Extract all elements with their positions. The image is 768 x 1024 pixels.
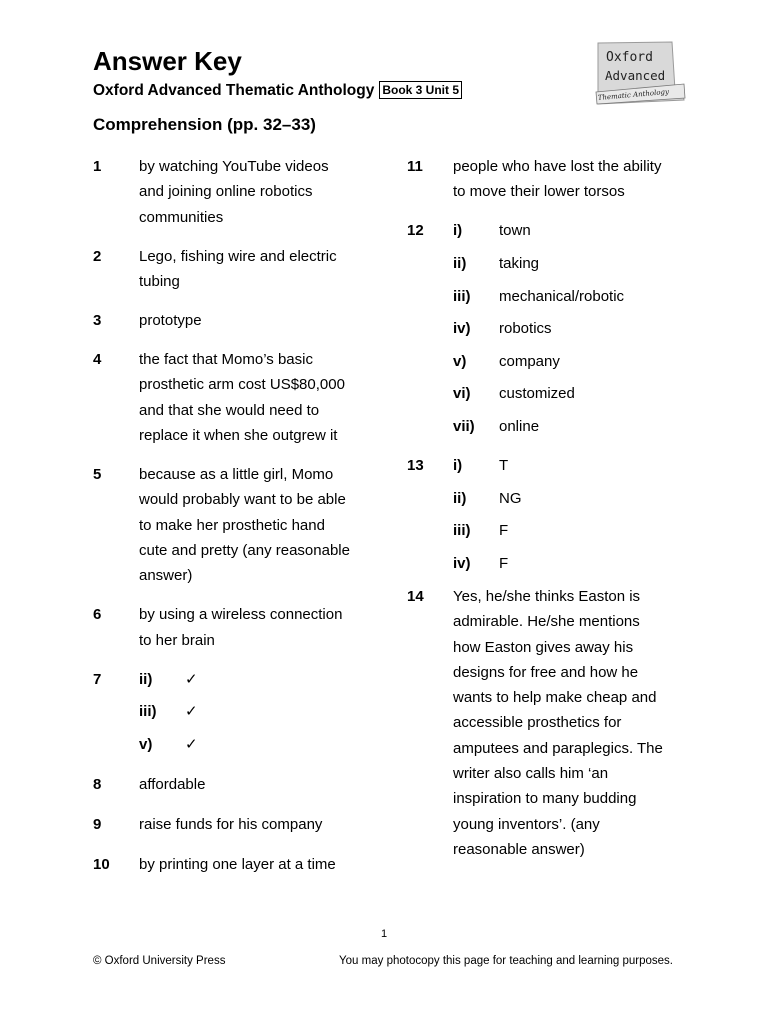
answer-line: to her brain — [139, 631, 215, 649]
answer-line: designs for free and how he — [453, 663, 639, 681]
answer-text — [453, 453, 687, 576]
sub-answer-label: vi) — [453, 385, 471, 403]
sub-answer-text: ✓ — [185, 736, 198, 754]
answer-line: replace it when she outgrew it — [139, 427, 338, 445]
answer-item — [93, 772, 373, 797]
answer-line: to move their lower torsos — [453, 183, 625, 201]
answer-text — [453, 154, 687, 205]
answer-line: to make her prosthetic hand — [139, 516, 325, 534]
answer-line: wants to help make cheap and — [453, 689, 657, 707]
sub-answer — [453, 316, 687, 341]
sub-answer-label: iii) — [453, 522, 471, 540]
sub-answer-text: robotics — [499, 320, 552, 338]
sub-answer — [453, 349, 687, 374]
answer-item — [93, 244, 373, 295]
sub-answer-text: customized — [499, 385, 575, 403]
sub-answer — [139, 667, 373, 692]
sub-answer — [453, 551, 687, 576]
answer-item — [407, 453, 687, 576]
answer-line: people who have lost the ability — [453, 158, 662, 175]
answer-line: affordable — [139, 776, 206, 793]
oxford-advanced-logo — [592, 40, 686, 106]
answer-number: 1 — [93, 158, 102, 175]
sub-answer — [453, 218, 687, 243]
subtitle — [93, 81, 462, 101]
sub-answer — [453, 381, 687, 406]
sub-answer-label: ii) — [453, 489, 467, 507]
answer-item — [407, 584, 687, 862]
answer-item — [93, 308, 373, 333]
answer-line: cute and pretty (any reasonable — [139, 542, 350, 560]
sub-answer-text: ✓ — [185, 703, 198, 721]
answer-line: prototype — [139, 312, 202, 330]
series-title: Oxford Advanced Thematic Anthology — [93, 82, 375, 99]
section-heading: Comprehension (pp. 32–33) — [93, 115, 316, 134]
sub-answer-label: ii) — [453, 254, 467, 272]
answer-text — [453, 218, 687, 439]
answer-number: 13 — [407, 457, 424, 475]
sub-answer — [453, 251, 687, 276]
answer-line: by printing one layer at a time — [139, 855, 336, 873]
answer-number: 2 — [93, 247, 102, 265]
answer-line: inspiration to many budding — [453, 790, 637, 808]
answer-line: reasonable answer) — [453, 840, 585, 858]
logo-line3: Thematic Anthology — [597, 87, 670, 102]
answer-number: 6 — [93, 606, 102, 624]
sub-answer — [453, 284, 687, 309]
sub-answer — [139, 699, 373, 724]
answer-text — [139, 772, 373, 797]
sub-answer-text: ✓ — [185, 670, 198, 688]
sub-answer — [453, 453, 687, 478]
sub-answer-label: i) — [453, 222, 463, 240]
copyright-notice: © Oxford University Press — [93, 955, 226, 967]
answer-text — [453, 584, 687, 862]
answers-left-column — [93, 154, 373, 877]
answer-item — [93, 812, 373, 837]
answer-text — [139, 602, 373, 653]
answer-item — [93, 667, 373, 757]
sub-answer — [453, 518, 687, 543]
sub-answer-text: company — [499, 352, 560, 370]
answer-line: by watching YouTube videos — [139, 158, 329, 175]
answer-item — [93, 462, 373, 588]
sub-answer-label: vii) — [453, 417, 475, 435]
answer-number: 11 — [407, 158, 423, 175]
answer-line: and joining online robotics — [139, 183, 313, 201]
sub-answer-text: online — [499, 417, 540, 435]
answer-number: 7 — [93, 670, 102, 688]
answer-line: amputees and paraplegics. The — [453, 739, 663, 757]
answer-text — [139, 462, 373, 588]
sub-answer-text: NG — [499, 489, 522, 507]
answer-number: 9 — [93, 815, 102, 833]
answer-number: 3 — [93, 312, 102, 330]
logo-line1: Oxford — [606, 50, 653, 65]
answer-text — [139, 812, 373, 837]
sub-answer-label: i) — [453, 457, 463, 475]
answer-line: accessible prosthetics for — [453, 714, 622, 732]
answer-line: the fact that Momo’s basic — [139, 351, 313, 369]
answer-number: 5 — [93, 466, 102, 484]
page-title: Answer Key — [93, 46, 242, 76]
answer-line: answer) — [139, 567, 193, 585]
photocopy-notice: You may photocopy this page for teaching and learning purposes. — [339, 955, 673, 967]
answer-text — [139, 244, 373, 295]
answer-text — [139, 154, 373, 230]
answer-line: young inventors’. (any — [453, 815, 600, 833]
answer-line: would probably want to be able — [139, 491, 346, 509]
sub-answer — [139, 732, 373, 757]
answer-item — [407, 218, 687, 439]
answer-text — [139, 308, 373, 333]
answer-line: tubing — [139, 272, 180, 290]
answer-line: prosthetic arm cost US$80,000 — [139, 376, 345, 394]
answer-line: Lego, fishing wire and electric — [139, 247, 337, 265]
answer-line: admirable. He/she mentions — [453, 613, 640, 631]
answer-line: writer also calls him ‘an — [453, 765, 609, 782]
sub-answer-label: ii) — [139, 670, 153, 688]
answer-number: 14 — [407, 587, 424, 605]
sub-answer-text: F — [499, 554, 509, 572]
answer-line: communities — [139, 208, 224, 226]
answer-item — [407, 154, 687, 205]
answer-line: because as a little girl, Momo — [139, 466, 334, 484]
sub-answer-label: iii) — [139, 703, 157, 721]
answer-item — [93, 154, 373, 230]
sub-answer-label: iv) — [453, 320, 471, 338]
answer-item — [93, 602, 373, 653]
answer-number: 4 — [93, 351, 102, 369]
sub-answer-text: town — [499, 222, 531, 240]
sub-answer — [453, 414, 687, 439]
answer-item — [93, 347, 373, 448]
sub-answer-label: iv) — [453, 554, 471, 572]
answer-item — [93, 852, 373, 877]
answer-number: 10 — [93, 855, 110, 873]
answer-number: 12 — [407, 222, 424, 240]
page-number: 1 — [380, 928, 388, 940]
book-unit-box: Book 3 Unit 5 — [379, 81, 462, 99]
answer-line: by using a wireless connection — [139, 606, 343, 624]
sub-answer-text: T — [499, 457, 509, 475]
answer-line: raise funds for his company — [139, 815, 323, 833]
sub-answer-label: iii) — [453, 287, 471, 305]
answer-number: 8 — [93, 776, 102, 793]
answer-text — [139, 667, 373, 757]
sub-answer — [453, 486, 687, 511]
answer-line: how Easton gives away his — [453, 638, 634, 656]
answer-text — [139, 852, 373, 877]
answer-text — [139, 347, 373, 448]
sub-answer-label: v) — [139, 736, 153, 754]
sub-answer-text: mechanical/robotic — [499, 287, 625, 305]
logo-line2: Advanced — [605, 68, 666, 83]
sub-answer-text: F — [499, 522, 509, 540]
answer-line: and that she would need to — [139, 401, 320, 419]
sub-answer-text: taking — [499, 254, 540, 272]
answers-right-column — [407, 154, 687, 862]
sub-answer-label: v) — [453, 352, 467, 370]
answer-line: Yes, he/she thinks Easton is — [453, 587, 641, 605]
